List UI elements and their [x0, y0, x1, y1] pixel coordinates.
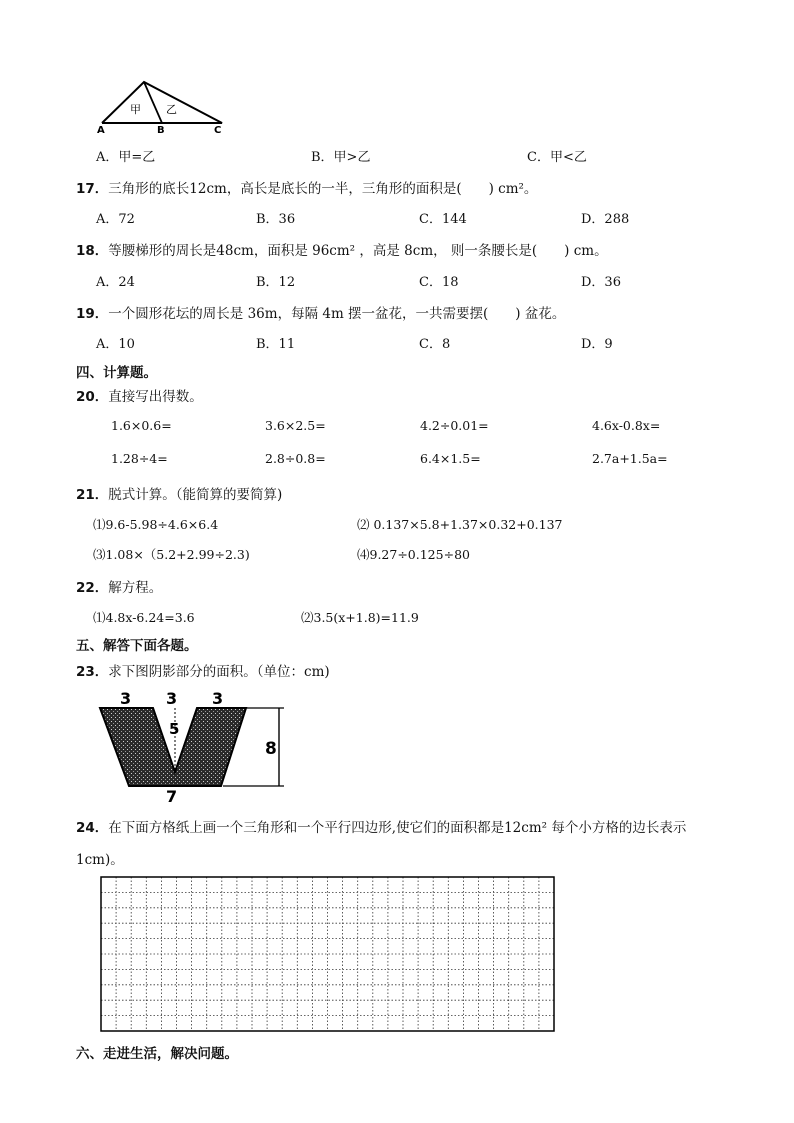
q18-text: 等腰梯形的周长是48cm，面积是 96cm² ，高是 8cm， 则一条腰长是( ) cm。 — [108, 243, 608, 259]
q17-question — [76, 177, 537, 197]
q23-text: 求下图阴影部分的面积。（单位：cm) — [108, 664, 330, 680]
q18-question — [76, 239, 608, 259]
q20-item: 4.6x-0.8x= — [592, 418, 661, 433]
q20-question — [76, 385, 203, 405]
q23-top-label-2: 3 — [166, 689, 178, 708]
q23-right-label: 8 — [265, 739, 277, 759]
q18-option-b[interactable]: B．12 — [256, 275, 296, 290]
q18-option-c[interactable]: C．18 — [419, 275, 459, 290]
q20-text: 直接写出得数。 — [108, 389, 203, 405]
q20-item: 1.6×0.6= — [111, 418, 172, 433]
q24-question — [76, 816, 686, 836]
section-6-heading: 六、走进生活，解决问题。 — [76, 1046, 238, 1062]
q23-number: 23． — [76, 664, 109, 680]
q21-number: 21． — [76, 487, 109, 503]
q20-item: 4.2÷0.01= — [420, 418, 489, 433]
q20-number: 20． — [76, 389, 109, 405]
q19-text: 一个圆形花坛的周长是 36m，每隔 4m 摆一盆花，一共需要摆( ) 盆花。 — [108, 306, 566, 322]
q20-item: 3.6×2.5= — [265, 418, 326, 433]
q22-item-1: ⑴4.8x-6.24=3.6 — [93, 610, 195, 625]
q17-number: 17． — [76, 181, 109, 197]
section-5-heading: 五、解答下面各题。 — [76, 638, 198, 654]
q21-question — [76, 483, 282, 503]
q23-question — [76, 660, 330, 680]
q16-point-a: A — [97, 125, 105, 136]
q23-top-label-3: 3 — [212, 689, 224, 708]
q20-item: 2.8÷0.8= — [265, 451, 326, 466]
q24-question-continued: 1cm)。 — [76, 852, 124, 868]
q20-item: 1.28÷4= — [111, 451, 168, 466]
q16-option-c[interactable]: C．甲<乙 — [527, 150, 587, 165]
q21-item-3: ⑶1.08×（5.2+2.99÷2.3) — [93, 547, 250, 562]
q19-option-b[interactable]: B．11 — [256, 337, 296, 352]
q22-item-2: ⑵3.5(x+1.8)=11.9 — [301, 610, 419, 625]
q23-bottom-label: 7 — [166, 787, 178, 806]
q23-top-label-1: 3 — [120, 689, 132, 708]
q21-item-4: ⑷9.27÷0.125÷80 — [357, 547, 470, 562]
q24-text: 在下面方格纸上画一个三角形和一个平行四边形,使它们的面积都是12cm² 每个小方格的边长表示 — [108, 820, 687, 836]
q16-triangle-divider — [144, 82, 162, 123]
q21-item-1: ⑴9.6-5.98÷4.6×6.4 — [93, 517, 219, 532]
q21-item-2: ⑵ 0.137×5.8+1.37×0.32+0.137 — [357, 517, 563, 532]
q21-text: 脱式计算。（能简算的要简算) — [108, 487, 283, 503]
q16-label-jia: 甲 — [130, 103, 141, 116]
q19-option-c[interactable]: C．8 — [419, 337, 451, 352]
q22-question — [76, 576, 162, 596]
q20-item: 2.7a+1.5a= — [592, 451, 668, 466]
q22-text: 解方程。 — [108, 580, 163, 596]
q16-label-yi: 乙 — [166, 103, 177, 116]
q23-trapezoid-figure — [92, 686, 292, 806]
q17-option-c[interactable]: C．144 — [419, 212, 467, 227]
q16-option-b[interactable]: B．甲>乙 — [311, 150, 371, 165]
q23-inner-label: 5 — [169, 720, 180, 738]
q18-option-a[interactable]: A．24 — [96, 275, 135, 290]
q24-number: 24． — [76, 820, 109, 836]
q17-option-a[interactable]: A．72 — [96, 212, 135, 227]
q16-point-c: C — [214, 125, 222, 136]
q17-option-b[interactable]: B．36 — [256, 212, 296, 227]
q18-option-d[interactable]: D．36 — [581, 275, 621, 290]
q19-option-a[interactable]: A．10 — [96, 337, 135, 352]
q16-triangle-outline — [102, 82, 222, 123]
q18-number: 18． — [76, 243, 109, 259]
section-4-heading: 四、计算题。 — [76, 365, 157, 381]
q19-question — [76, 302, 565, 322]
q20-item: 6.4×1.5= — [420, 451, 481, 466]
q17-option-d[interactable]: D．288 — [581, 212, 630, 227]
q16-option-a[interactable]: A．甲=乙 — [96, 150, 156, 165]
q16-triangle-figure — [96, 78, 226, 136]
q17-text: 三角形的底长12cm，高长是底长的一半，三角形的面积是( ) cm²。 — [108, 181, 538, 197]
q24-grid-paper[interactable] — [100, 876, 555, 1032]
q19-number: 19． — [76, 306, 109, 322]
q22-number: 22． — [76, 580, 109, 596]
q16-point-b: B — [157, 125, 165, 136]
q19-option-d[interactable]: D．9 — [581, 337, 613, 352]
